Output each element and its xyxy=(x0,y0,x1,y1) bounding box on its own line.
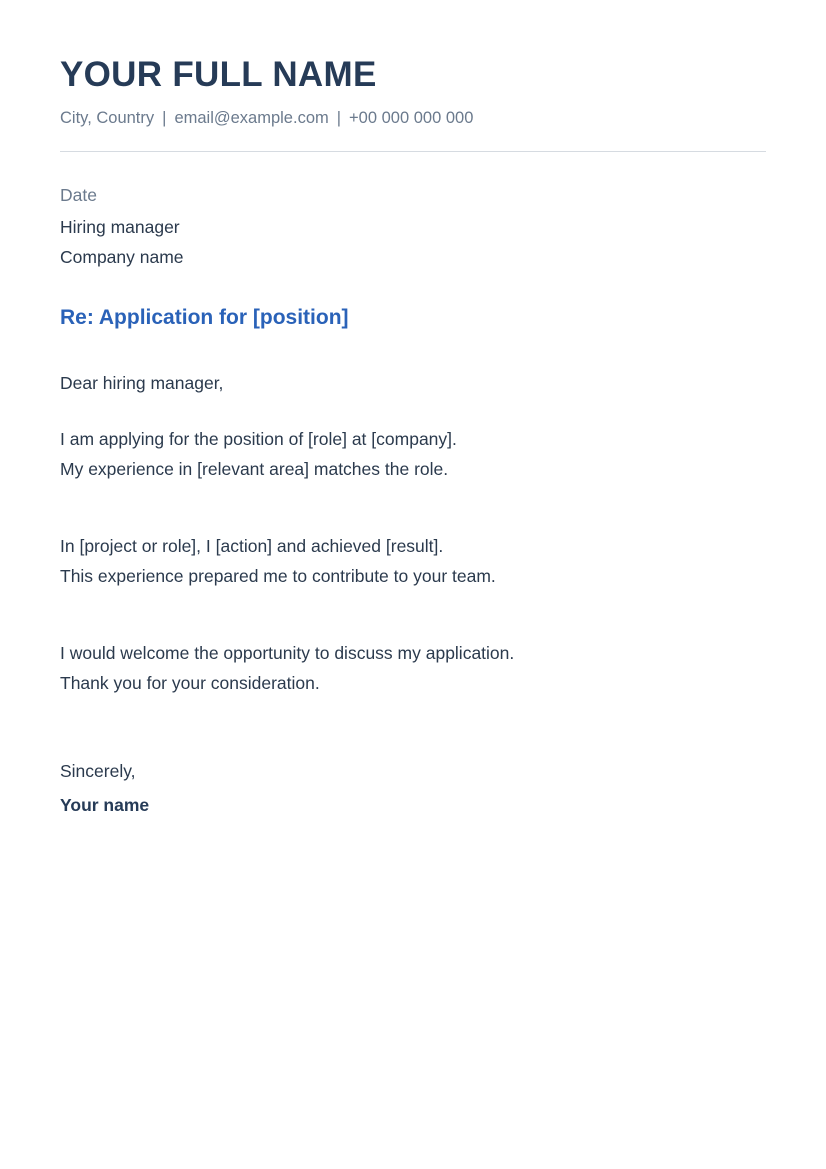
recipient-hiring-manager: Hiring manager xyxy=(60,217,180,237)
contact-phone: +00 000 000 000 xyxy=(349,109,474,127)
letter-subject: Re: Application for [position] xyxy=(60,306,349,329)
recipient-company: Company name xyxy=(60,247,184,267)
contact-separator: | xyxy=(162,109,167,127)
header-divider xyxy=(60,151,766,152)
paragraph-3-line-1: I would welcome the opportunity to discuss my application. xyxy=(60,643,515,663)
contact-line xyxy=(60,108,473,128)
contact-separator: | xyxy=(336,109,342,127)
letter-date: Date xyxy=(60,185,97,205)
closing: Sincerely, xyxy=(60,761,136,781)
paragraph-1-line-2: My experience in [relevant area] matches the role. xyxy=(60,459,449,479)
paragraph-3-line-2: Thank you for your consideration. xyxy=(60,673,320,693)
paragraph-2-line-1: In [project or role], I [action] and achieved [result]. xyxy=(60,536,444,556)
contact-location: City, Country xyxy=(60,109,155,127)
greeting: Dear hiring manager, xyxy=(60,373,224,393)
paragraph-1-line-1: I am applying for the position of [role] at [company]. xyxy=(60,429,457,449)
signature-name: Your name xyxy=(60,795,150,815)
paragraph-2-line-2: This experience prepared me to contribute to your team. xyxy=(60,566,496,586)
contact-email: email@example.com xyxy=(174,109,329,127)
applicant-name: YOUR FULL NAME xyxy=(60,55,377,94)
